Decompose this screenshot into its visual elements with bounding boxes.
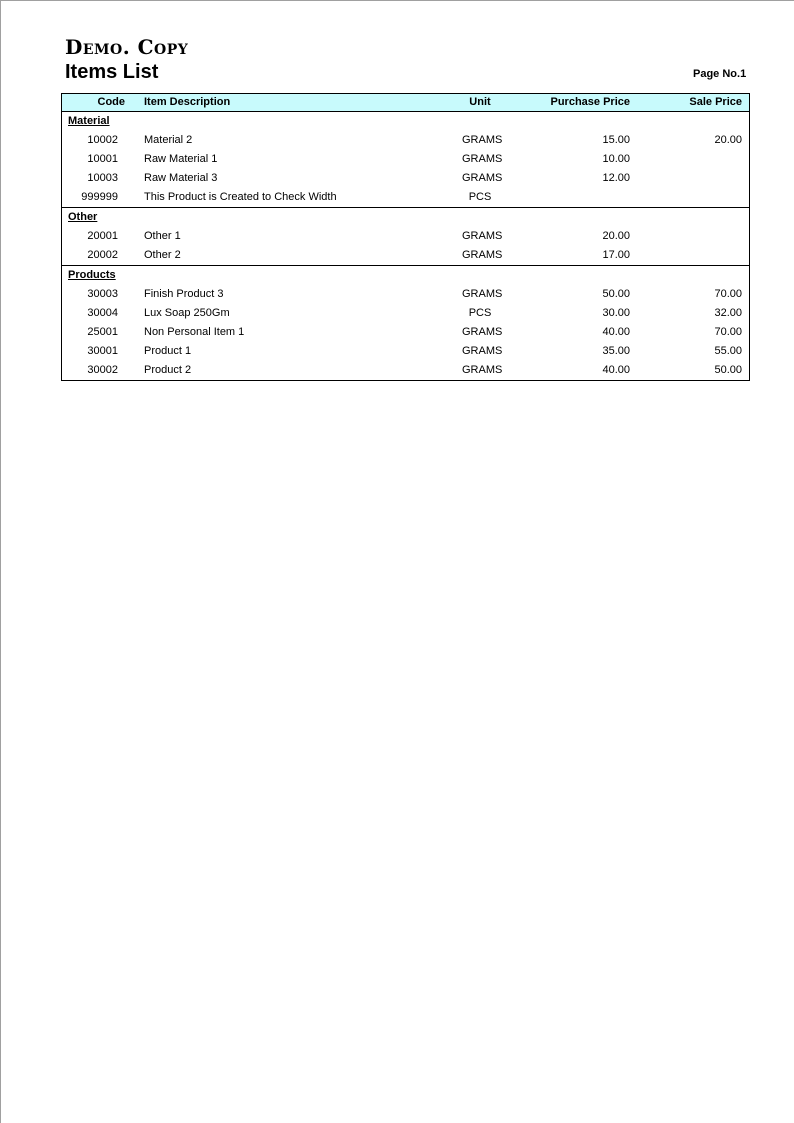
item-unit: GRAMS bbox=[462, 345, 503, 357]
item-description: Other 1 bbox=[144, 230, 181, 242]
item-sale-price: 20.00 bbox=[714, 134, 742, 146]
item-description: Product 1 bbox=[144, 345, 192, 357]
table-row[interactable] bbox=[62, 131, 749, 150]
item-group bbox=[62, 265, 749, 380]
group-title: Material bbox=[68, 115, 110, 127]
item-description: Other 2 bbox=[144, 249, 181, 261]
item-unit: GRAMS bbox=[462, 249, 503, 261]
item-purchase-price: 30.00 bbox=[602, 307, 630, 319]
item-unit: PCS bbox=[468, 307, 492, 319]
item-unit: GRAMS bbox=[462, 230, 503, 242]
item-purchase-price: 40.00 bbox=[602, 326, 630, 338]
item-unit: GRAMS bbox=[462, 134, 503, 146]
item-sale-price: 32.00 bbox=[714, 307, 742, 319]
item-code: 25001 bbox=[87, 326, 118, 338]
item-unit: PCS bbox=[468, 191, 492, 203]
page-edge-top bbox=[0, 0, 794, 1]
group-title: Products bbox=[68, 269, 116, 281]
item-unit: GRAMS bbox=[462, 288, 503, 300]
item-purchase-price: 40.00 bbox=[602, 364, 630, 376]
table-row[interactable] bbox=[62, 342, 749, 361]
page-title: Items List bbox=[65, 61, 159, 83]
group-title: Other bbox=[68, 211, 98, 223]
page-number: Page No.1 bbox=[693, 68, 747, 80]
item-code: 30003 bbox=[87, 288, 118, 300]
column-header-sale-price[interactable]: Sale Price bbox=[689, 96, 742, 108]
table-body bbox=[62, 112, 749, 380]
item-unit: GRAMS bbox=[462, 172, 503, 184]
item-code: 20001 bbox=[87, 230, 118, 242]
table-row[interactable] bbox=[62, 361, 749, 380]
item-unit: GRAMS bbox=[462, 326, 503, 338]
item-description: Material 2 bbox=[144, 134, 193, 146]
item-purchase-price: 10.00 bbox=[602, 153, 630, 165]
item-sale-price: 70.00 bbox=[714, 288, 742, 300]
table-row[interactable] bbox=[62, 169, 749, 188]
items-table bbox=[61, 93, 750, 381]
item-purchase-price: 20.00 bbox=[602, 230, 630, 242]
table-row[interactable] bbox=[62, 304, 749, 323]
item-unit: GRAMS bbox=[462, 364, 503, 376]
item-description: Product 2 bbox=[144, 364, 192, 376]
item-description: Non Personal Item 1 bbox=[144, 326, 245, 338]
item-purchase-price: 12.00 bbox=[602, 172, 630, 184]
column-header-purchase-price[interactable]: Purchase Price bbox=[550, 96, 630, 108]
item-group bbox=[62, 207, 749, 265]
column-header-description[interactable]: Item Description bbox=[144, 96, 231, 108]
column-header-unit[interactable]: Unit bbox=[469, 96, 491, 108]
table-row[interactable] bbox=[62, 227, 749, 246]
item-code: 10001 bbox=[87, 153, 118, 165]
item-purchase-price: 15.00 bbox=[602, 134, 630, 146]
item-code: 10003 bbox=[87, 172, 118, 184]
page-edge-left bbox=[0, 0, 1, 1123]
item-sale-price: 50.00 bbox=[714, 364, 742, 376]
table-header bbox=[62, 93, 749, 112]
item-code: 20002 bbox=[87, 249, 118, 261]
item-purchase-price: 35.00 bbox=[602, 345, 630, 357]
item-code: 30001 bbox=[87, 345, 118, 357]
table-row[interactable] bbox=[62, 323, 749, 342]
table-row[interactable] bbox=[62, 285, 749, 304]
column-header-code[interactable]: Code bbox=[97, 96, 125, 108]
item-purchase-price: 50.00 bbox=[602, 288, 630, 300]
item-description: This Product is Created to Check Width bbox=[144, 191, 337, 203]
item-group bbox=[62, 112, 749, 207]
demo-copy-watermark: Demo. Copy bbox=[65, 35, 189, 59]
item-code: 30002 bbox=[87, 364, 118, 376]
item-description: Finish Product 3 bbox=[144, 288, 224, 300]
item-description: Lux Soap 250Gm bbox=[144, 307, 230, 319]
item-unit: GRAMS bbox=[462, 153, 503, 165]
item-description: Raw Material 1 bbox=[144, 153, 218, 165]
item-code: 10002 bbox=[87, 134, 118, 146]
table-row[interactable] bbox=[62, 246, 749, 265]
item-purchase-price: 17.00 bbox=[602, 249, 630, 261]
item-code: 30004 bbox=[87, 307, 118, 319]
table-row[interactable] bbox=[62, 150, 749, 169]
item-sale-price: 70.00 bbox=[714, 326, 742, 338]
item-sale-price: 55.00 bbox=[714, 345, 742, 357]
item-code: 999999 bbox=[81, 191, 118, 203]
item-description: Raw Material 3 bbox=[144, 172, 218, 184]
table-row[interactable] bbox=[62, 188, 749, 207]
